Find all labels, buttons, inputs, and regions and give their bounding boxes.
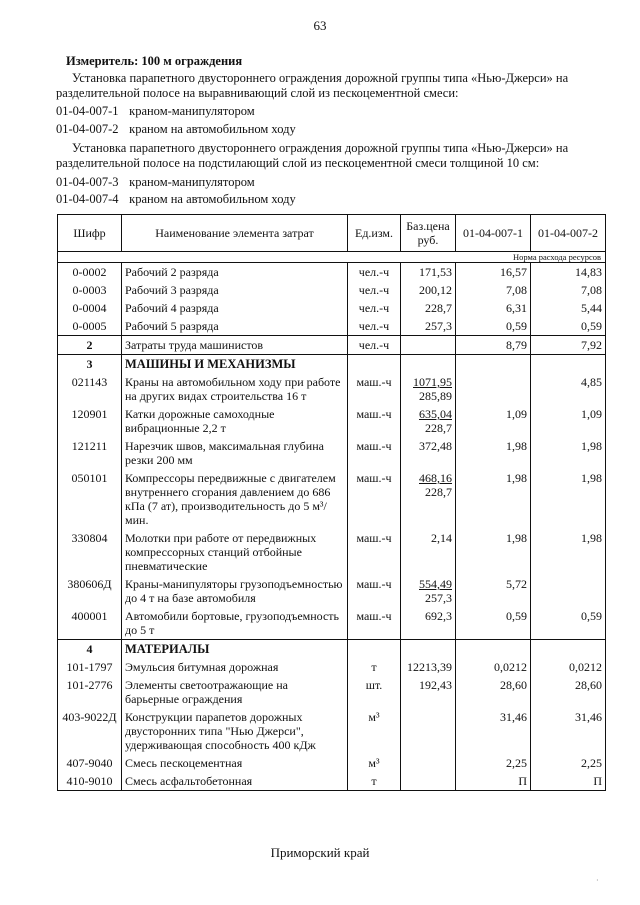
- table-row: [58, 708, 606, 754]
- cell-code: 0-0002: [58, 263, 122, 282]
- cell-norm-col2: 5,44: [531, 299, 606, 317]
- variant-code: 01-04-007-2: [56, 122, 119, 136]
- cell-code: 400001: [58, 607, 122, 640]
- cell-norm-col1: П: [456, 772, 531, 791]
- cell-norm-col1: 1,98: [456, 437, 531, 469]
- resource-norms-table: [57, 214, 606, 791]
- cell-name: Эмульсия битумная дорожная: [122, 658, 348, 676]
- norma-row: [58, 252, 606, 263]
- cell-norm-col2: П: [531, 772, 606, 791]
- cell-unit: чел.-ч: [348, 299, 401, 317]
- cell-norm-col2: 1,98: [531, 437, 606, 469]
- cell-name: МАТЕРИАЛЫ: [122, 640, 348, 659]
- table-row: [58, 575, 606, 607]
- cell-price: [401, 469, 456, 529]
- cell-name: Конструкции парапетов дорожных двусторонних типа "Нью Джерси", удерживающая способность 400 кДж: [122, 708, 348, 754]
- cell-price: [401, 640, 456, 659]
- cell-norm-col1: 1,09: [456, 405, 531, 437]
- cell-norm-col2: 2,25: [531, 754, 606, 772]
- cell-norm-col1: 0,59: [456, 607, 531, 640]
- cell-unit: чел.-ч: [348, 281, 401, 299]
- table-row: [58, 772, 606, 791]
- variant-item: [56, 104, 255, 119]
- cell-unit: шт.: [348, 676, 401, 708]
- cell-norm-col2: 7,08: [531, 281, 606, 299]
- cell-unit: [348, 640, 401, 659]
- cell-code: 407-9040: [58, 754, 122, 772]
- header-unit: Ед.изм.: [348, 215, 401, 252]
- cell-code: 4: [58, 640, 122, 659]
- table-row: [58, 607, 606, 640]
- cell-norm-col2: [531, 640, 606, 659]
- cell-unit: чел.-ч: [348, 336, 401, 355]
- price-value: 192,43: [419, 678, 452, 692]
- cell-price: [401, 263, 456, 282]
- cell-unit: м³: [348, 754, 401, 772]
- cell-norm-col1: 7,08: [456, 281, 531, 299]
- cell-price: [401, 529, 456, 575]
- variant-item: [56, 192, 296, 207]
- cell-unit: т: [348, 772, 401, 791]
- cell-unit: маш.-ч: [348, 405, 401, 437]
- cell-name: Автомобили бортовые, грузоподъемность до 5 т: [122, 607, 348, 640]
- cell-price: [401, 437, 456, 469]
- table-row: [58, 469, 606, 529]
- cell-code: 410-9010: [58, 772, 122, 791]
- cell-unit: чел.-ч: [348, 317, 401, 336]
- table-row: [58, 640, 606, 659]
- variant-item: [56, 175, 255, 190]
- cell-price: [401, 281, 456, 299]
- cell-code: 121211: [58, 437, 122, 469]
- table-row: [58, 437, 606, 469]
- cell-norm-col2: 4,85: [531, 373, 606, 405]
- table-header-row: [58, 215, 606, 252]
- variant-code: 01-04-007-3: [56, 175, 119, 189]
- cell-unit: м³: [348, 708, 401, 754]
- cell-code: 050101: [58, 469, 122, 529]
- header-col1: 01-04-007-1: [456, 215, 531, 252]
- cell-norm-col1: [456, 355, 531, 374]
- price-machinist-wage: 228,7: [425, 421, 452, 435]
- cell-name: Смесь пескоцементная: [122, 754, 348, 772]
- cell-price: [401, 607, 456, 640]
- cell-norm-col2: 14,83: [531, 263, 606, 282]
- cell-unit: маш.-ч: [348, 373, 401, 405]
- price-value: 635,04: [419, 407, 452, 421]
- table-row: [58, 529, 606, 575]
- price-value: 12213,39: [407, 660, 452, 674]
- cell-norm-col1: 0,0212: [456, 658, 531, 676]
- cell-norm-col1: 8,79: [456, 336, 531, 355]
- table-row: [58, 317, 606, 336]
- cell-code: 0-0004: [58, 299, 122, 317]
- cell-norm-col2: 31,46: [531, 708, 606, 754]
- cell-unit: [348, 355, 401, 374]
- cell-name: Рабочий 4 разряда: [122, 299, 348, 317]
- cell-norm-col1: 6,31: [456, 299, 531, 317]
- cell-price: [401, 772, 456, 791]
- cell-norm-col2: 1,98: [531, 529, 606, 575]
- cell-price: [401, 676, 456, 708]
- cell-unit: т: [348, 658, 401, 676]
- cell-code: 101-2776: [58, 676, 122, 708]
- cell-name: Смесь асфальтобетонная: [122, 772, 348, 791]
- cell-price: [401, 575, 456, 607]
- header-price: Баз.цена руб.: [401, 215, 456, 252]
- price-machinist-wage: 228,7: [425, 485, 452, 499]
- table-row: [58, 299, 606, 317]
- cell-norm-col1: 5,72: [456, 575, 531, 607]
- cell-norm-col2: 7,92: [531, 336, 606, 355]
- table-row: [58, 263, 606, 282]
- price-value: 1071,95: [413, 375, 452, 389]
- table-row: [58, 405, 606, 437]
- cell-unit: чел.-ч: [348, 263, 401, 282]
- price-value: 2,14: [431, 531, 452, 545]
- table-row: [58, 373, 606, 405]
- description-a: Установка парапетного двустороннего ограждения дорожной группы типа «Нью-Джерси» на разделительной полосе на выравнивающий слой из пескоцементной смеси:: [56, 71, 569, 100]
- cell-code: 403-9022Д: [58, 708, 122, 754]
- variant-code: 01-04-007-4: [56, 192, 119, 206]
- cell-norm-col2: [531, 355, 606, 374]
- header-code: Шифр: [58, 215, 122, 252]
- cell-price: [401, 754, 456, 772]
- norma-label: Норма расхода ресурсов: [58, 252, 606, 263]
- cell-price: [401, 317, 456, 336]
- table-row: [58, 754, 606, 772]
- page-number: 63: [313, 18, 327, 33]
- cell-name: Краны-манипуляторы грузоподъемностью до 4 т на базе автомобиля: [122, 575, 348, 607]
- cell-name: Катки дорожные самоходные вибрационные 2,2 т: [122, 405, 348, 437]
- table-row: [58, 676, 606, 708]
- cell-norm-col2: [531, 575, 606, 607]
- cell-price: [401, 708, 456, 754]
- cell-name: Нарезчик швов, максимальная глубина резки 200 мм: [122, 437, 348, 469]
- cell-norm-col2: 0,59: [531, 607, 606, 640]
- region-footer: Приморский край: [270, 845, 370, 860]
- cell-norm-col1: 0,59: [456, 317, 531, 336]
- price-machinist-wage: 257,3: [425, 591, 452, 605]
- price-value: 257,3: [425, 319, 452, 333]
- table-row: [58, 658, 606, 676]
- cell-price: [401, 373, 456, 405]
- cell-code: 0-0003: [58, 281, 122, 299]
- table-row: [58, 355, 606, 374]
- cell-norm-col1: 1,98: [456, 469, 531, 529]
- cell-name: Затраты труда машинистов: [122, 336, 348, 355]
- cell-name: Рабочий 5 разряда: [122, 317, 348, 336]
- cell-price: [401, 355, 456, 374]
- price-value: 228,7: [425, 301, 452, 315]
- cell-price: [401, 405, 456, 437]
- table-row: [58, 281, 606, 299]
- cell-norm-col1: [456, 640, 531, 659]
- cell-unit: маш.-ч: [348, 469, 401, 529]
- cell-code: 120901: [58, 405, 122, 437]
- cell-norm-col1: 28,60: [456, 676, 531, 708]
- cell-code: 380606Д: [58, 575, 122, 607]
- cell-name: Молотки при работе от передвижных компрессорных станций отбойные пневматические: [122, 529, 348, 575]
- table-row: [58, 336, 606, 355]
- header-col2: 01-04-007-2: [531, 215, 606, 252]
- cell-norm-col1: 1,98: [456, 529, 531, 575]
- cell-code: 2: [58, 336, 122, 355]
- cell-name: МАШИНЫ И МЕХАНИЗМЫ: [122, 355, 348, 374]
- variant-code: 01-04-007-1: [56, 104, 119, 118]
- cell-unit: маш.-ч: [348, 437, 401, 469]
- price-value: 372,48: [419, 439, 452, 453]
- cell-code: 3: [58, 355, 122, 374]
- variant-text: краном на автомобильном ходу: [129, 122, 296, 136]
- variant-text: краном-манипулятором: [129, 104, 255, 118]
- price-value: 468,16: [419, 471, 452, 485]
- cell-name: Элементы светоотражающие на барьерные ограждения: [122, 676, 348, 708]
- measure-unit: Измеритель: 100 м ограждения: [66, 54, 243, 68]
- cell-code: 330804: [58, 529, 122, 575]
- cell-code: 0-0005: [58, 317, 122, 336]
- cell-norm-col1: 31,46: [456, 708, 531, 754]
- cell-norm-col2: 0,0212: [531, 658, 606, 676]
- corner-mark: ·: [596, 876, 599, 885]
- cell-unit: маш.-ч: [348, 607, 401, 640]
- price-value: 200,12: [419, 283, 452, 297]
- cell-name: Рабочий 2 разряда: [122, 263, 348, 282]
- cell-unit: маш.-ч: [348, 529, 401, 575]
- cell-price: [401, 299, 456, 317]
- cell-norm-col2: 28,60: [531, 676, 606, 708]
- cell-norm-col1: 2,25: [456, 754, 531, 772]
- price-value: 171,53: [419, 265, 452, 279]
- cell-norm-col1: [456, 373, 531, 405]
- cell-code: 101-1797: [58, 658, 122, 676]
- cell-name: Рабочий 3 разряда: [122, 281, 348, 299]
- cell-price: [401, 336, 456, 355]
- cell-unit: маш.-ч: [348, 575, 401, 607]
- cell-norm-col2: 1,09: [531, 405, 606, 437]
- variant-text: краном-манипулятором: [129, 175, 255, 189]
- cell-name: Компрессоры передвижные с двигателем внутреннего сгорания давлением до 686 кПа (7 ат), производительность до 5 м³/мин.: [122, 469, 348, 529]
- cell-norm-col1: 16,57: [456, 263, 531, 282]
- variant-text: краном на автомобильном ходу: [129, 192, 296, 206]
- cell-code: 021143: [58, 373, 122, 405]
- cell-norm-col2: 0,59: [531, 317, 606, 336]
- price-machinist-wage: 285,89: [419, 389, 452, 403]
- cell-name: Краны на автомобильном ходу при работе на других видах строительства 16 т: [122, 373, 348, 405]
- description-b: Установка парапетного двустороннего ограждения дорожной группы типа «Нью-Джерси» на разделительной полосе на подстилающий слой из пескоцементной смеси толщиной 10 см:: [56, 141, 569, 170]
- price-value: 692,3: [425, 609, 452, 623]
- variant-item: [56, 122, 296, 137]
- cell-price: [401, 658, 456, 676]
- header-name: Наименование элемента затрат: [122, 215, 348, 252]
- cell-norm-col2: 1,98: [531, 469, 606, 529]
- price-value: 554,49: [419, 577, 452, 591]
